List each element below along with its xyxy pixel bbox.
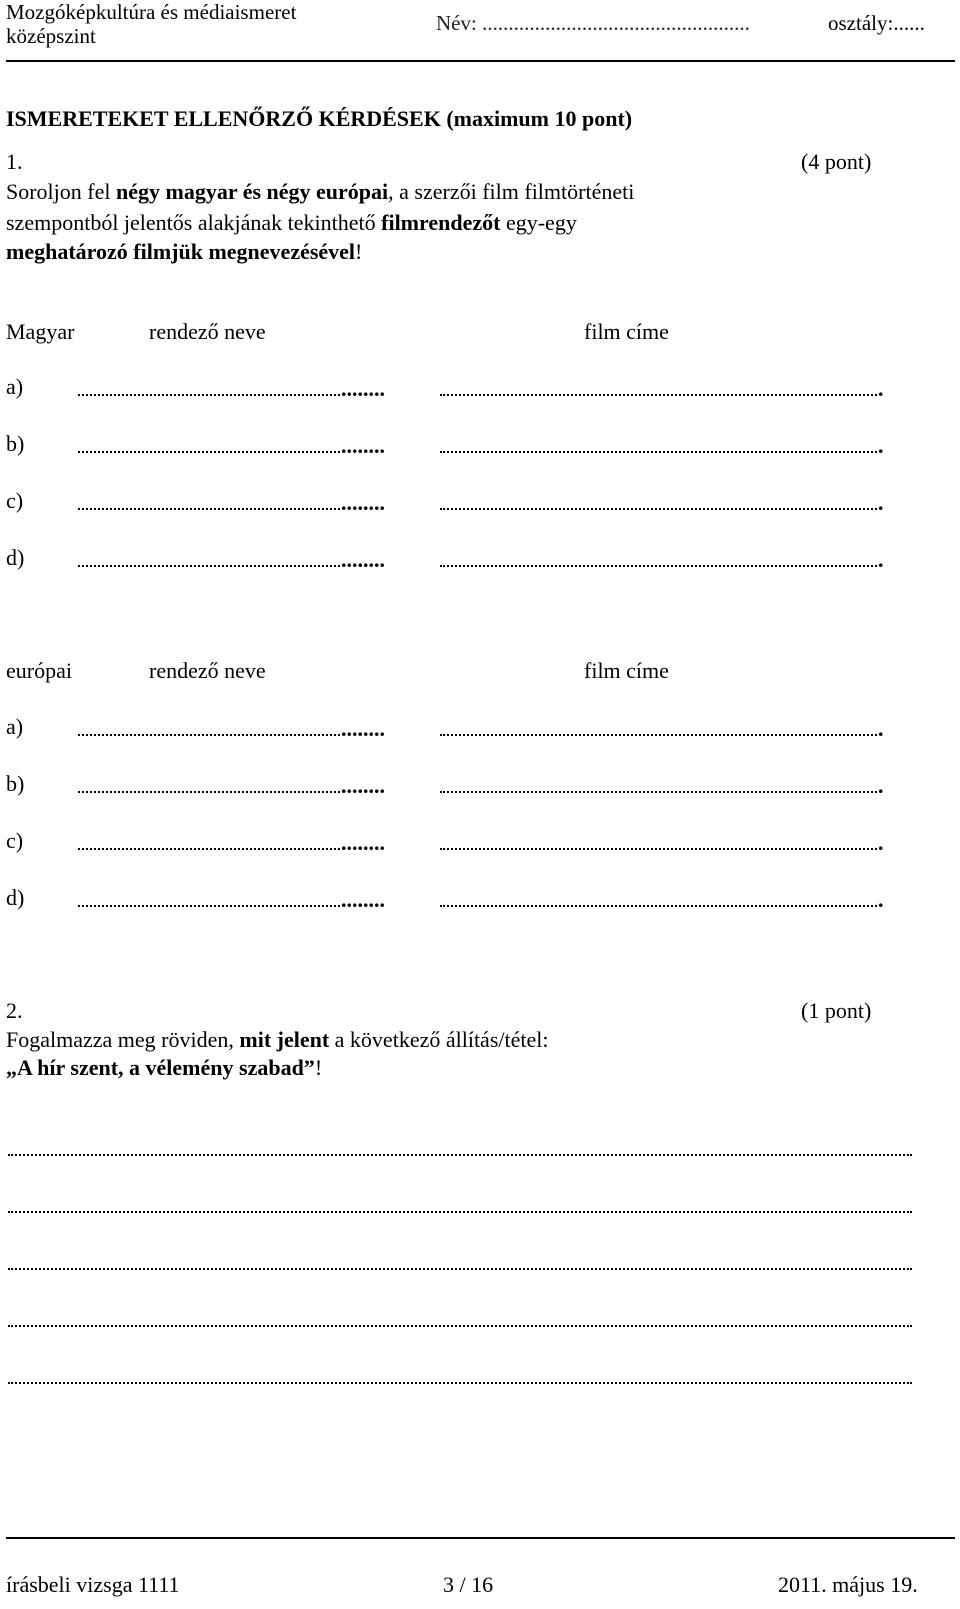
hu-row-label: d) (6, 545, 25, 570)
eu-film-tail: . (878, 887, 884, 912)
q1-points: (4 pont) (801, 149, 872, 174)
eu-film-tail: . (878, 830, 884, 855)
hu-film-input[interactable] (440, 451, 877, 453)
q2-quote-line (6, 1052, 322, 1083)
q2-text-span: Fogalmazza meg röviden, (6, 1027, 234, 1052)
q2-quote-end: ! (314, 1055, 323, 1080)
q2-text-span: a következő állítás/tétel: (334, 1027, 549, 1052)
q2-text-bold: mit jelent (239, 1027, 330, 1052)
q2-answer-line-3[interactable] (8, 1268, 912, 1270)
header-name-field: Név: ................................................... (436, 11, 750, 35)
q2-text-line1 (6, 1024, 548, 1055)
q1-text-span: egy-egy (505, 210, 577, 235)
footer-divider (6, 1537, 955, 1539)
q1-text-span: , a szerzői film filmtörténeti (388, 179, 635, 204)
hu-director-input[interactable] (78, 565, 340, 567)
q2-answer-line-2[interactable] (8, 1211, 912, 1213)
eu-director-tail: ........ (341, 716, 385, 741)
q1-text-line1 (6, 176, 634, 207)
q1-text-bold: filmrendezőt (381, 210, 501, 235)
hu-film-tail: . (878, 547, 884, 572)
eu-film-tail: . (878, 773, 884, 798)
header-level: középszint (6, 24, 96, 48)
hu-director-input[interactable] (78, 508, 340, 510)
hu-director-tail: ........ (341, 433, 385, 458)
q2-answer-line-4[interactable] (8, 1325, 912, 1327)
q1-text-line3 (6, 236, 362, 267)
hu-director-tail: ........ (341, 490, 385, 515)
hu-col-label: Magyar (6, 319, 75, 344)
eu-director-tail: ........ (341, 773, 385, 798)
eu-film-input[interactable] (440, 791, 877, 793)
eu-col-film: film címe (584, 658, 669, 683)
eu-col-label: európai (6, 658, 72, 683)
hu-row-label: c) (6, 488, 24, 513)
eu-director-input[interactable] (78, 905, 340, 907)
q1-text-bold: meghatározó filmjük megnevezésével (6, 239, 356, 264)
hu-film-input[interactable] (440, 394, 877, 396)
hu-row-label: a) (6, 374, 24, 399)
hu-col-film: film címe (584, 319, 669, 344)
eu-film-input[interactable] (440, 905, 877, 907)
header-divider (6, 60, 955, 62)
q2-number: 2. (6, 998, 23, 1023)
q1-text-span: szempontból jelentős alakjának tekinthető (6, 210, 376, 235)
q1-text-bold: négy magyar és négy európai (116, 179, 389, 204)
hu-film-tail: . (878, 433, 884, 458)
hu-film-input[interactable] (440, 565, 877, 567)
eu-row-label: b) (6, 771, 25, 796)
hu-director-input[interactable] (78, 394, 340, 396)
q2-answer-line-1[interactable] (8, 1154, 912, 1156)
hu-director-input[interactable] (78, 451, 340, 453)
eu-film-input[interactable] (440, 848, 877, 850)
footer-date: 2011. május 19. (778, 1572, 918, 1597)
hu-film-input[interactable] (440, 508, 877, 510)
eu-row-label: c) (6, 828, 24, 853)
eu-col-director: rendező neve (149, 658, 266, 683)
hu-film-tail: . (878, 490, 884, 515)
eu-film-tail: . (878, 716, 884, 741)
eu-director-input[interactable] (78, 848, 340, 850)
q1-text-span: ! (355, 239, 363, 264)
hu-row-label: b) (6, 431, 25, 456)
q1-text-span: Soroljon fel (6, 179, 111, 204)
eu-director-input[interactable] (78, 734, 340, 736)
header-class-field: osztály:...... (828, 11, 925, 35)
eu-row-label: d) (6, 885, 25, 910)
footer-page-number: 3 / 16 (443, 1572, 494, 1597)
hu-director-tail: ........ (341, 547, 385, 572)
q1-text-line2 (6, 207, 577, 238)
section-title: ISMERETEKET ELLENŐRZŐ KÉRDÉSEK (maximum 10 pont) (6, 106, 633, 131)
eu-film-input[interactable] (440, 734, 877, 736)
eu-director-tail: ........ (341, 887, 385, 912)
header-subject: Mozgóképkultúra és médiaismeret (6, 0, 297, 24)
q1-number: 1. (6, 149, 23, 174)
eu-director-tail: ........ (341, 830, 385, 855)
hu-col-director: rendező neve (149, 319, 266, 344)
q2-quote: „A hír szent, a vélemény szabad” (6, 1055, 315, 1080)
footer-exam: írásbeli vizsga 1111 (6, 1572, 180, 1597)
eu-director-input[interactable] (78, 791, 340, 793)
eu-row-label: a) (6, 714, 24, 739)
q2-answer-line-5[interactable] (8, 1382, 912, 1384)
hu-director-tail: ........ (341, 376, 385, 401)
q2-points: (1 pont) (801, 998, 872, 1023)
hu-film-tail: . (878, 376, 884, 401)
